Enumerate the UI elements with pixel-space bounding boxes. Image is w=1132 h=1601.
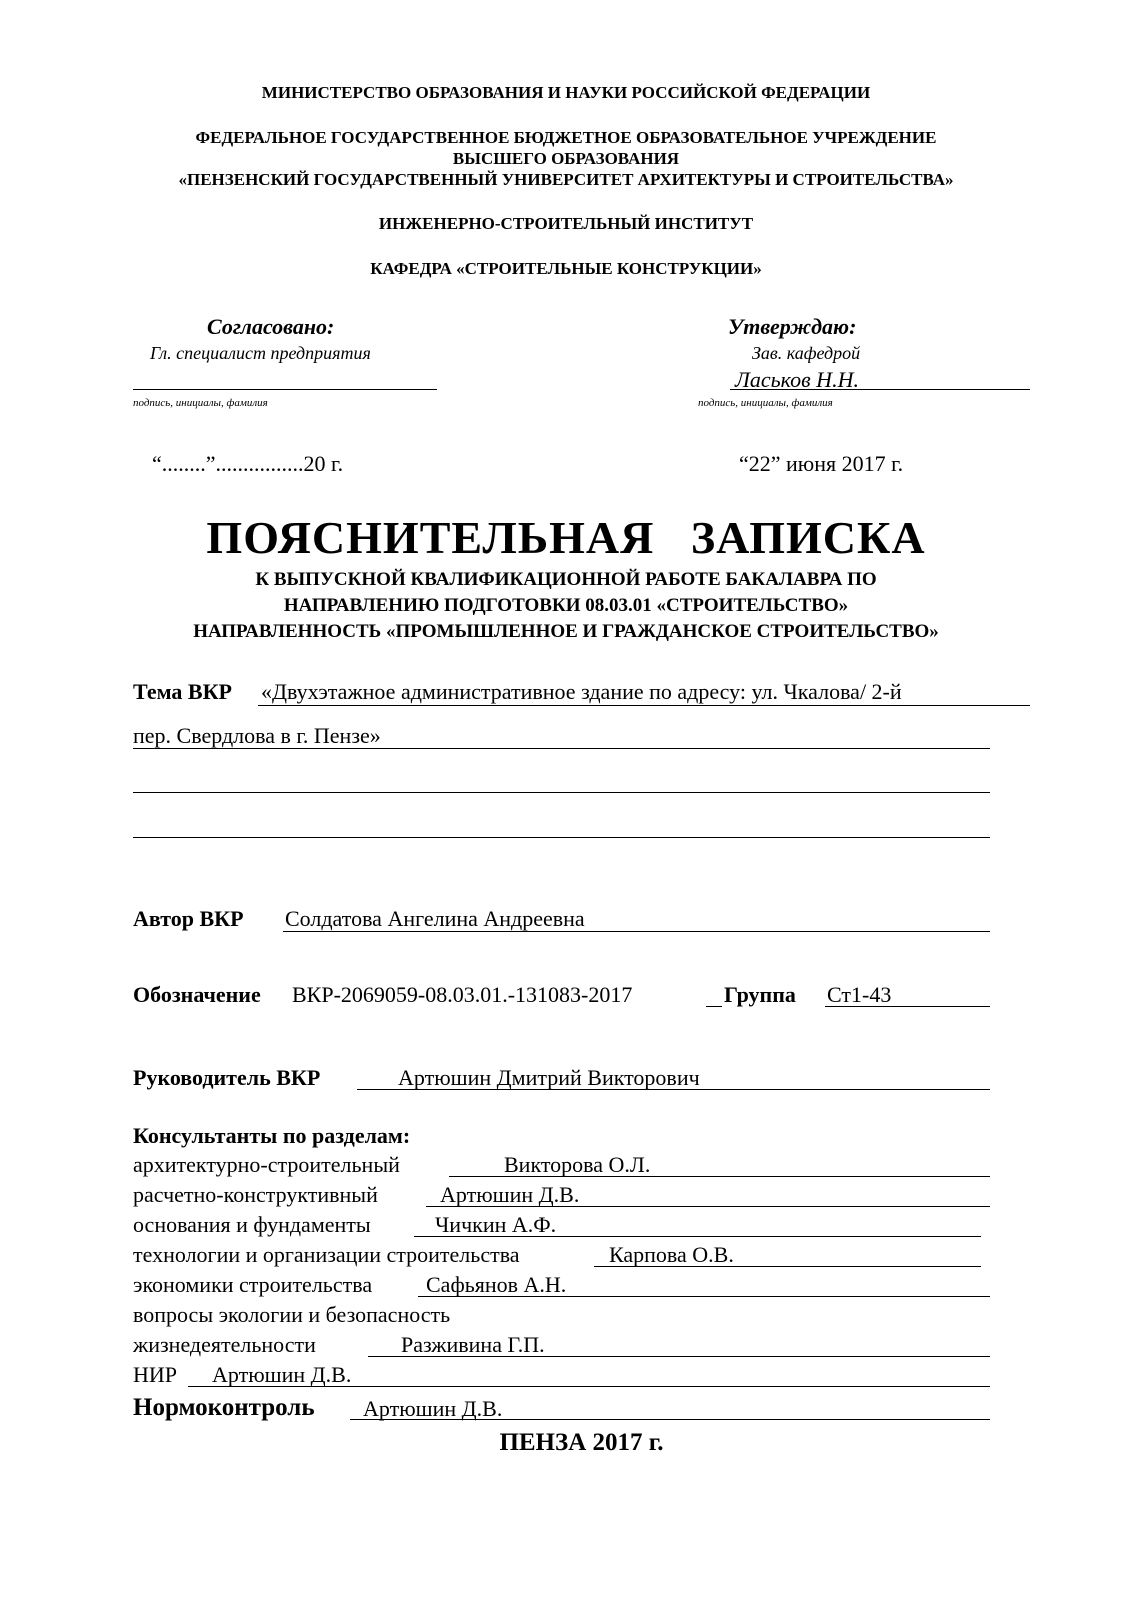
blank-line-1 (133, 792, 990, 793)
city-year: ПЕНЗА 2017 г. (499, 1429, 664, 1456)
subtitle-line-1: К ВЫПУСКНОЙ КВАЛИФИКАЦИОННОЙ РАБОТЕ БАКАЛАВРА ПО (255, 569, 877, 590)
approval-left-title: Согласовано: (207, 314, 335, 339)
designation-gap-underline (706, 1006, 722, 1007)
supervisor-value: Артюшин Дмитрий Викторович (398, 1065, 700, 1090)
approval-right-title: Утверждаю: (728, 314, 857, 339)
topic-line-2: пер. Свердлова в г. Пензе» (133, 723, 381, 748)
topic-underline-2 (133, 748, 990, 749)
consultant-name: Карпова О.В. (609, 1242, 734, 1267)
approval-left-signature-line (133, 389, 437, 390)
consultant-section: экономики строительства (133, 1272, 373, 1297)
subtitle-line-3: НАПРАВЛЕННОСТЬ «ПРОМЫШЛЕННОЕ И ГРАЖДАНСКОЕ СТРОИТЕЛЬСТВО» (193, 621, 939, 642)
topic-underline-1 (258, 705, 1030, 706)
approval-right-date: “22” июня 2017 г. (739, 451, 904, 476)
consultant-section: расчетно-конструктивный (133, 1182, 378, 1207)
approval-right-name: Ласьков Н.Н. (735, 367, 859, 392)
normcontrol-name: Артюшин Д.В. (363, 1396, 503, 1421)
institution-line-3: «ПЕНЗЕНСКИЙ ГОСУДАРСТВЕННЫЙ УНИВЕРСИТЕТ АРХИТЕКТУРЫ И СТРОИТЕЛЬСТВА» (178, 170, 954, 189)
consultant-name: Разживина Г.П. (401, 1332, 545, 1357)
author-value: Солдатова Ангелина Андреевна (285, 906, 585, 931)
consultant-name: Артюшин Д.В. (440, 1182, 580, 1207)
topic-line-1: «Двухэтажное административное здание по адресу: ул. Чкалова/ 2-й (261, 679, 902, 704)
author-label: Автор ВКР (133, 906, 244, 931)
group-underline (825, 1006, 990, 1007)
consultant-section: основания и фундаменты (133, 1212, 371, 1237)
supervisor-label: Руководитель ВКР (133, 1065, 321, 1090)
subtitle-line-2: НАПРАВЛЕНИЮ ПОДГОТОВКИ 08.03.01 «СТРОИТЕЛЬСТВО» (283, 595, 849, 616)
document-title: ПОЯСНИТЕЛЬНАЯ ЗАПИСКА (206, 512, 926, 563)
designation-value: ВКР-2069059-08.03.01.-131083-2017 (292, 982, 633, 1007)
blank-line-2 (133, 837, 990, 838)
approval-right-signature-line (730, 389, 1030, 390)
department-heading: КАФЕДРА «СТРОИТЕЛЬНЫЕ КОНСТРУКЦИИ» (370, 259, 762, 278)
approval-left-date: “........”................20 г. (152, 451, 344, 476)
approval-right-caption: подпись, инициалы, фамилия (698, 397, 833, 409)
group-value: Ст1-43 (827, 982, 892, 1007)
consultant-name: Артюшин Д.В. (212, 1362, 352, 1387)
consultant-section: архитектурно-строительный (133, 1152, 400, 1177)
consultant-section: жизнедеятельности (133, 1332, 316, 1357)
normcontrol-label: Нормоконтроль (133, 1394, 315, 1421)
topic-label: Тема ВКР (133, 679, 232, 704)
consultant-name: Сафьянов А.Н. (426, 1272, 567, 1297)
approval-left-role: Гл. специалист предприятия (150, 343, 371, 363)
approval-right-role: Зав. кафедрой (752, 343, 861, 363)
consultant-section: вопросы экологии и безопасность (133, 1302, 451, 1327)
consultant-section: НИР (133, 1362, 178, 1387)
institution-line-2: ВЫСШЕГО ОБРАЗОВАНИЯ (452, 149, 680, 168)
author-underline (283, 931, 990, 932)
institution-line-1: ФЕДЕРАЛЬНОЕ ГОСУДАРСТВЕННОЕ БЮДЖЕТНОЕ ОБРАЗОВАТЕЛЬНОЕ УЧРЕЖДЕНИЕ (195, 128, 937, 147)
ministry-heading: МИНИСТЕРСТВО ОБРАЗОВАНИЯ И НАУКИ РОССИЙСКОЙ ФЕДЕРАЦИИ (261, 83, 871, 102)
group-label: Группа (724, 982, 796, 1007)
consultant-name: Чичкин А.Ф. (435, 1212, 557, 1237)
approval-left-caption: подпись, инициалы, фамилия (133, 397, 268, 409)
consultant-name: Викторова О.Л. (504, 1152, 651, 1177)
designation-label: Обозначение (133, 982, 261, 1007)
institute-heading: ИНЖЕНЕРНО-СТРОИТЕЛЬНЫЙ ИНСТИТУТ (378, 214, 754, 233)
consultants-heading: Консультанты по разделам: (133, 1123, 411, 1148)
consultant-section: технологии и организации строительства (133, 1242, 520, 1267)
